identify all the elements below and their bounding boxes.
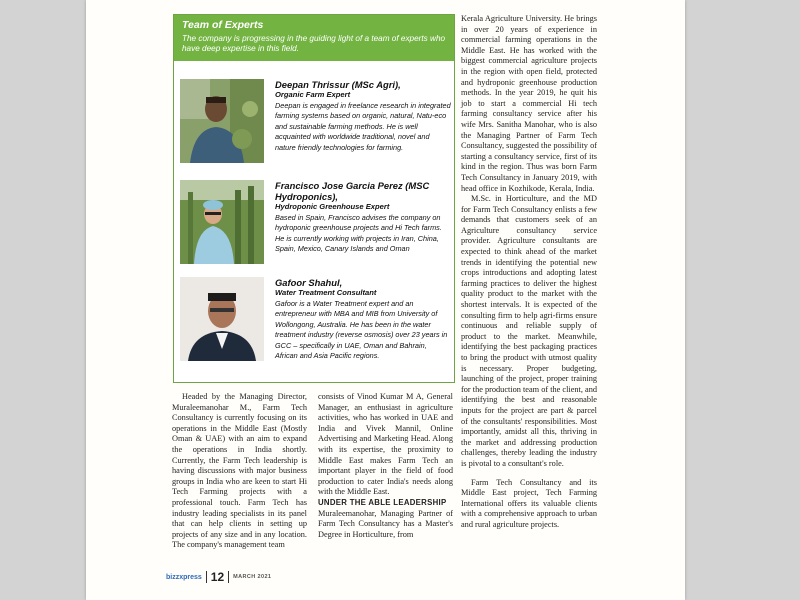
expert-description: Gafoor is a Water Treatment expert and an entrepreneur with MBA and MIB from University of Wollongong, Australia. He has been in the water treatment industry (reverse osmosis) over 23 years in GCC – specifically in UAE, Oman and Bahrain, African and Asia Pacific regions. [275, 299, 448, 361]
expert-name: Francisco Jose Garcia Perez (MSC Hydroponics), [275, 180, 430, 202]
article-column-3 [461, 14, 597, 531]
section-heading: UNDER THE ABLE LEADERSHIP [318, 497, 447, 507]
expert-photo-deepan [180, 79, 264, 163]
footer-divider [206, 571, 207, 583]
magazine-page [86, 0, 685, 600]
expert-role: Organic Farm Expert [275, 90, 351, 99]
paragraph: Farm Tech Consultancy and its Middle East project, Tech Farming International offers its valuable clients with a comprehensive approach to urban and rural agriculture projects. [461, 477, 597, 529]
expert-text [275, 277, 451, 361]
paragraph: Headed by the Managing Director, Muraleemanohar M., Farm Tech Consultancy is currently focusing on its operations in the Middle East (Mostly Oman & UAE) with an aim to expand the operations in India shortly. Currently, the Farm Tech leadership is having discussions with major business groups in India who are keen to start Hi Tech Farming projects with a professional touch. Farm Tech has industry leading specialists in its panel that can help clients in setting up projects of any size and in any location. The company's management team [172, 392, 307, 550]
paragraph: M.Sc. in Horticulture, and the MD for Farm Tech Consultancy enlists a few demands that customers seek of an Agriculture consultancy service provider. Agriculture consultants are expected to think ahead of the market trends in identifying the potential new crops introductions and adopting latest farming practices to deliver the highest quality product to the market with the shortest intervals. It is expected of the consulting firm to help agri-firms ensure continuous and reliable supply of product to the market. Meanwhile, identifying the best packaging practices to bring the product with utmost quality is necessary. Proper budgeting, launching of the project, proper training for the production team of the client, and identifying the best and reasonable inputs for the project are part & parcel of the consultants' responsibilities. Most importantly, amidst all this, thriving in the market and addressing production challenges, thereby leading the industry is pivotal to a consultant's role. [461, 194, 597, 468]
expert-name: Deepan Thrissur (MSc Agri), [275, 79, 401, 90]
expert-name: Gafoor Shahul, [275, 277, 343, 288]
expert-card [180, 180, 448, 270]
expert-card [180, 277, 448, 367]
expert-description: Based in Spain, Francisco advises the company on hydroponic greenhouse projects and Hi Tech farms. He is currently working with projects in Iran, China, Spain, Mexico, Canary Islands and Oman [275, 213, 442, 254]
box-header [174, 15, 454, 61]
footer-divider [228, 571, 229, 583]
expert-photo-francisco [180, 180, 264, 264]
article-column-1 [172, 392, 307, 551]
expert-role: Water Treatment Consultant [275, 288, 377, 297]
page-number: 12 [210, 570, 225, 584]
box-subtitle: The company is progressing in the guiding light of a team of experts who have deep expertise in this field. [182, 34, 446, 53]
expert-description: Deepan is engaged in freelance research in integrated farming systems based on organic, natural, Natu-eco and sustainable farming methods. He is well acquainted with worldwide traditional, novel and nature friendly technologies for farming. [275, 101, 451, 152]
paragraph: Muraleemanohar, Managing Partner of Farm Tech Consultancy has a Master's Degree in Horticulture, from [318, 508, 453, 539]
paragraph: consists of Vinod Kumar M A, General Manager, an enthusiast in agriculture activities, who has worked in UAE and India and Vivek Mannil, Online Advertising and Marketing Head. Along with its expertise, the proximity to Middle East makes Farm Tech an important player in the field of food production to cater India's needs along with the Middle East. [318, 392, 453, 497]
expert-text [275, 180, 451, 255]
paragraph: Kerala Agriculture University. He brings in over 20 years of experience in commercial farming operations in the Middle East. He has worked with the biggest commercial agriculture projects in the region with open field, protected and hydroponic greenhouse production methods. In the year 2019, he quit his job to start a commercial Hi tech farming consultancy service after his wife Mrs. Sanitha Manohar, who is also the Managing Partner of Farm Tech Consultancy, suggested the possibility of starting a consultancy service, first of its kind in the region. Thus was born Farm Tech Consultancy in January 2019, with head office in Kozhikode, Kerala, India. [461, 14, 597, 193]
article-column-2 [318, 392, 453, 540]
expert-role: Hydroponic Greenhouse Expert [275, 202, 390, 211]
expert-card [180, 79, 451, 169]
team-of-experts-box [173, 14, 455, 383]
magazine-logo: bizzxpress [166, 573, 202, 581]
page-footer [166, 570, 271, 584]
expert-photo-gafoor [180, 277, 264, 361]
box-title: Team of Experts [182, 19, 264, 31]
issue-date: MARCH 2021 [233, 574, 272, 580]
expert-text [275, 79, 451, 153]
